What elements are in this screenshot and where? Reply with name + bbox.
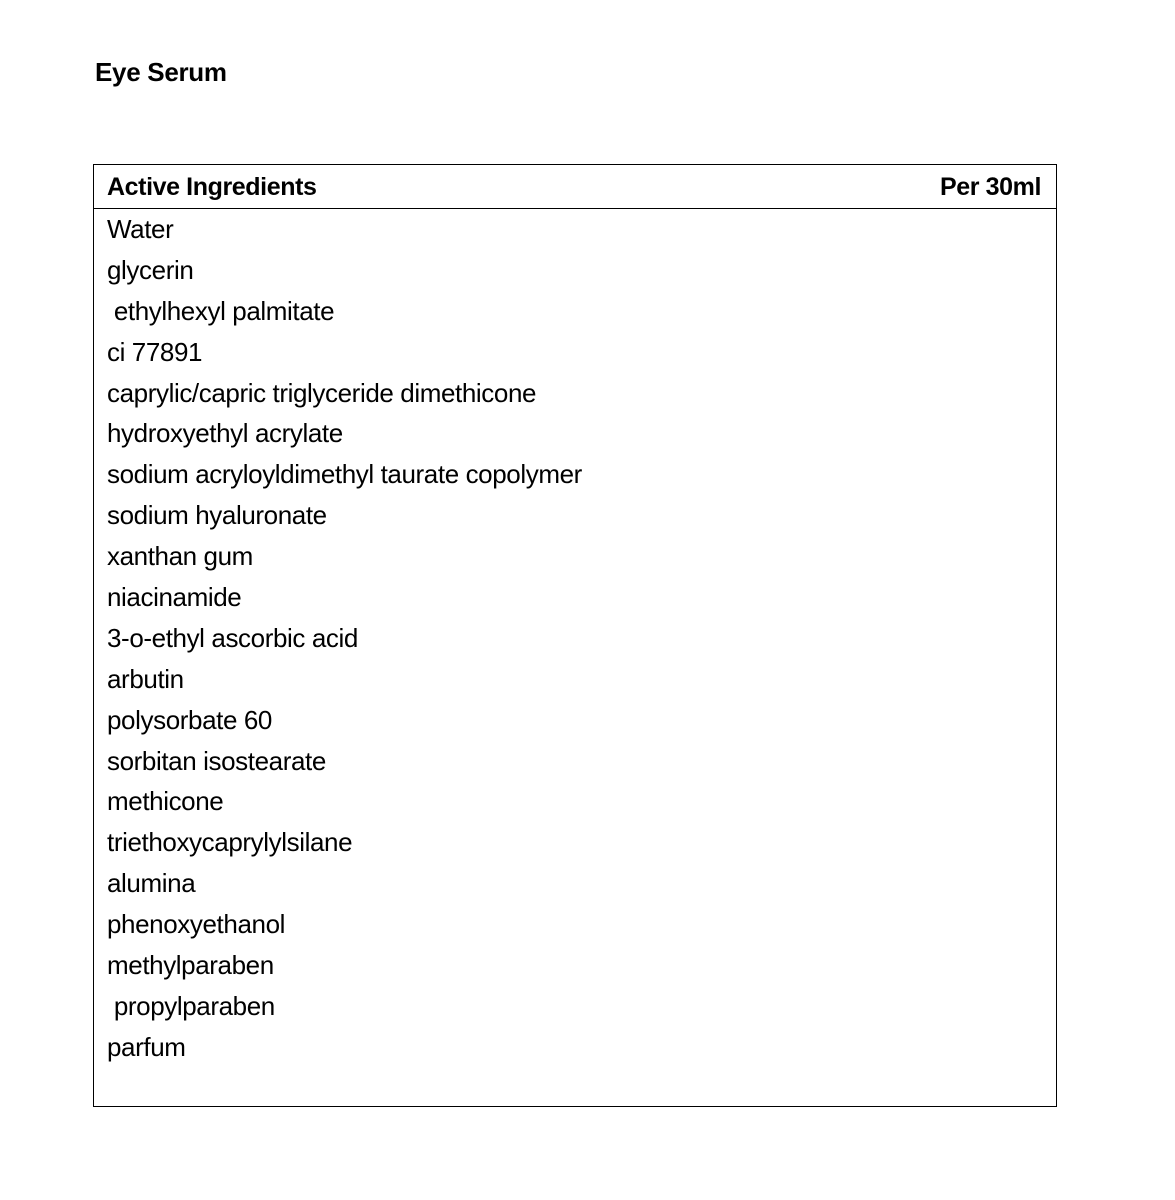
ingredient-row: polysorbate 60: [107, 704, 272, 735]
ingredient-row: xanthan gum: [107, 541, 253, 572]
ingredient-row: parfum: [107, 1031, 186, 1062]
ingredient-row: sorbitan isostearate: [107, 745, 326, 776]
ingredient-row: phenoxyethanol: [107, 909, 285, 940]
ingredient-row: sodium acryloyldimethyl taurate copolymer: [107, 459, 582, 490]
ingredient-list: [94, 211, 582, 1070]
ingredient-row: Water: [107, 214, 174, 244]
ingredient-row: sodium hyaluronate: [107, 500, 327, 531]
ingredient-row: triethoxycaprylylsilane: [107, 827, 353, 858]
ingredients-table: [93, 164, 1057, 1107]
ingredient-row: niacinamide: [107, 582, 242, 613]
ingredient-row: methicone: [107, 786, 224, 817]
table-header-row: [94, 165, 1056, 209]
ingredient-row: hydroxyethyl acrylate: [107, 418, 343, 449]
ingredient-row: ethylhexyl palmitate: [107, 295, 335, 326]
ingredient-row: arbutin: [107, 663, 184, 694]
active-ingredients-header: Active Ingredients: [107, 173, 317, 201]
ingredient-row: ci 77891: [107, 336, 203, 367]
document-title: Eye Serum: [95, 57, 227, 87]
per-30ml-header: Per 30ml: [939, 173, 1041, 201]
ingredient-row: glycerin: [107, 254, 194, 285]
ingredient-row: propylparaben: [107, 990, 275, 1021]
ingredient-row: 3-o-ethyl ascorbic acid: [107, 622, 358, 653]
ingredient-row: alumina: [107, 868, 196, 899]
ingredient-row: caprylic/capric triglyceride dimethicone: [107, 377, 537, 408]
ingredient-row: methylparaben: [107, 950, 274, 981]
